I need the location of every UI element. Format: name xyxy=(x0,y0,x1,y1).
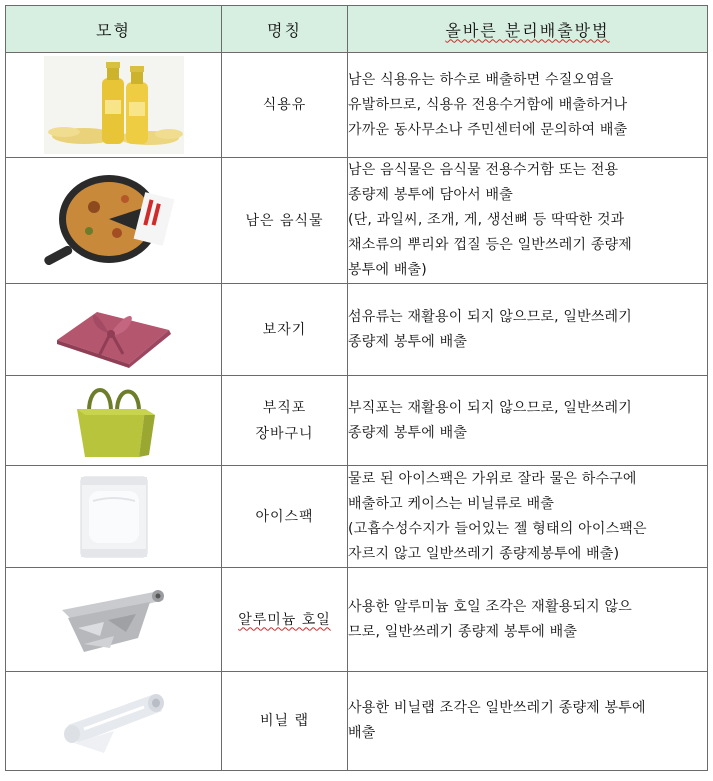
header-row xyxy=(6,6,708,53)
method-line: 남은 음식물은 음식물 전용수거함 또는 전용 xyxy=(348,162,619,178)
method-cell xyxy=(348,284,708,376)
method-line: 므로, 일반쓰레기 종량제 봉투에 배출 xyxy=(348,623,578,640)
table-row xyxy=(6,568,708,672)
table-row xyxy=(6,466,708,568)
method-line: 섬유류는 재활용이 되지 않으므로, 일반쓰레기 xyxy=(348,308,633,325)
method-line: 사용한 비닐랩 조각은 일반쓰레기 종량제 봉투에 xyxy=(348,700,646,716)
image-cell xyxy=(6,158,222,284)
method-cell xyxy=(348,568,708,672)
image-cell xyxy=(6,672,222,771)
item-name: 남은 음식물 xyxy=(245,212,324,229)
table-row xyxy=(6,158,708,284)
item-name: 보자기 xyxy=(262,321,307,338)
method-line: 사용한 알루미늄 호일 조각은 재활용되지 않으 xyxy=(348,598,633,615)
item-name-cell xyxy=(222,466,348,568)
pancake-in-pan-image xyxy=(39,165,189,277)
method-line: (단, 과일씨, 조개, 게, 생선뼈 등 딱딱한 것과 xyxy=(348,212,625,228)
method-line: 종량제 봉투에 배출 xyxy=(348,333,468,350)
item-name-cell xyxy=(222,568,348,672)
item-name-text: 알루미늄 호일 xyxy=(238,611,331,628)
aluminum-foil-roll-image xyxy=(54,580,174,660)
method-line: 남은 식용유는 하수로 배출하면 수질오염을 xyxy=(348,71,614,88)
item-name-cell xyxy=(222,284,348,376)
method-cell xyxy=(348,376,708,466)
item-name-cell xyxy=(222,376,348,466)
ice-pack-image xyxy=(69,471,159,563)
method-line: 유발하므로, 식용유 전용수거함에 배출하거나 xyxy=(348,96,628,113)
image-cell xyxy=(6,376,222,466)
method-cell xyxy=(348,53,708,158)
header-image-column: 모형 xyxy=(6,6,222,53)
method-line: 부직포는 재활용이 되지 않으므로, 일반쓰레기 xyxy=(348,399,633,416)
cooking-oil-bottles-image xyxy=(44,56,184,154)
nonwoven-shopping-bag-image xyxy=(59,381,169,461)
item-name: 비닐 랩 xyxy=(259,713,310,729)
method-line: 채소류의 뿌리와 껍질 등은 일반쓰레기 종량제 xyxy=(348,237,633,253)
method-cell xyxy=(348,466,708,568)
method-line: 배출 xyxy=(348,725,376,741)
item-name-cell xyxy=(222,672,348,771)
image-cell xyxy=(6,53,222,158)
image-cell xyxy=(6,466,222,568)
item-name: 장바구니 xyxy=(255,425,314,442)
image-cell xyxy=(6,284,222,376)
image-cell xyxy=(6,568,222,672)
method-line: 물로 된 아이스팩은 가위로 잘라 물은 하수구에 xyxy=(348,470,637,487)
plastic-wrap-roll-image xyxy=(54,685,174,757)
item-name: 부직포 xyxy=(262,399,307,416)
item-name xyxy=(222,607,347,633)
table-row xyxy=(6,53,708,158)
method-line: 종량제 봉투에 담아서 배출 xyxy=(348,187,513,203)
header-method-label: 올바른 분리배출방법 xyxy=(445,20,610,40)
table-row xyxy=(6,672,708,771)
item-name-cell xyxy=(222,158,348,284)
method-line: (고흡수성수지가 들어있는 젤 형태의 아이스팩은 xyxy=(348,520,647,537)
table-row xyxy=(6,284,708,376)
method-line: 봉투에 배출) xyxy=(348,262,427,278)
method-line: 자르지 않고 일반쓰레기 종량제봉투에 배출) xyxy=(348,545,620,562)
method-line: 종량제 봉투에 배출 xyxy=(348,424,468,441)
wrapping-cloth-image xyxy=(49,290,179,370)
item-name: 아이스팩 xyxy=(255,508,314,525)
item-name: 식용유 xyxy=(262,97,307,113)
header-method-column xyxy=(348,6,708,53)
method-cell xyxy=(348,158,708,284)
method-line: 배출하고 케이스는 비닐류로 배출 xyxy=(348,495,555,512)
item-name-cell xyxy=(222,53,348,158)
header-name-column: 명칭 xyxy=(222,6,348,53)
table-row xyxy=(6,376,708,466)
recycling-guide-table xyxy=(5,5,708,771)
method-cell xyxy=(348,672,708,771)
method-line: 가까운 동사무소나 주민센터에 문의하여 배출 xyxy=(348,121,628,138)
